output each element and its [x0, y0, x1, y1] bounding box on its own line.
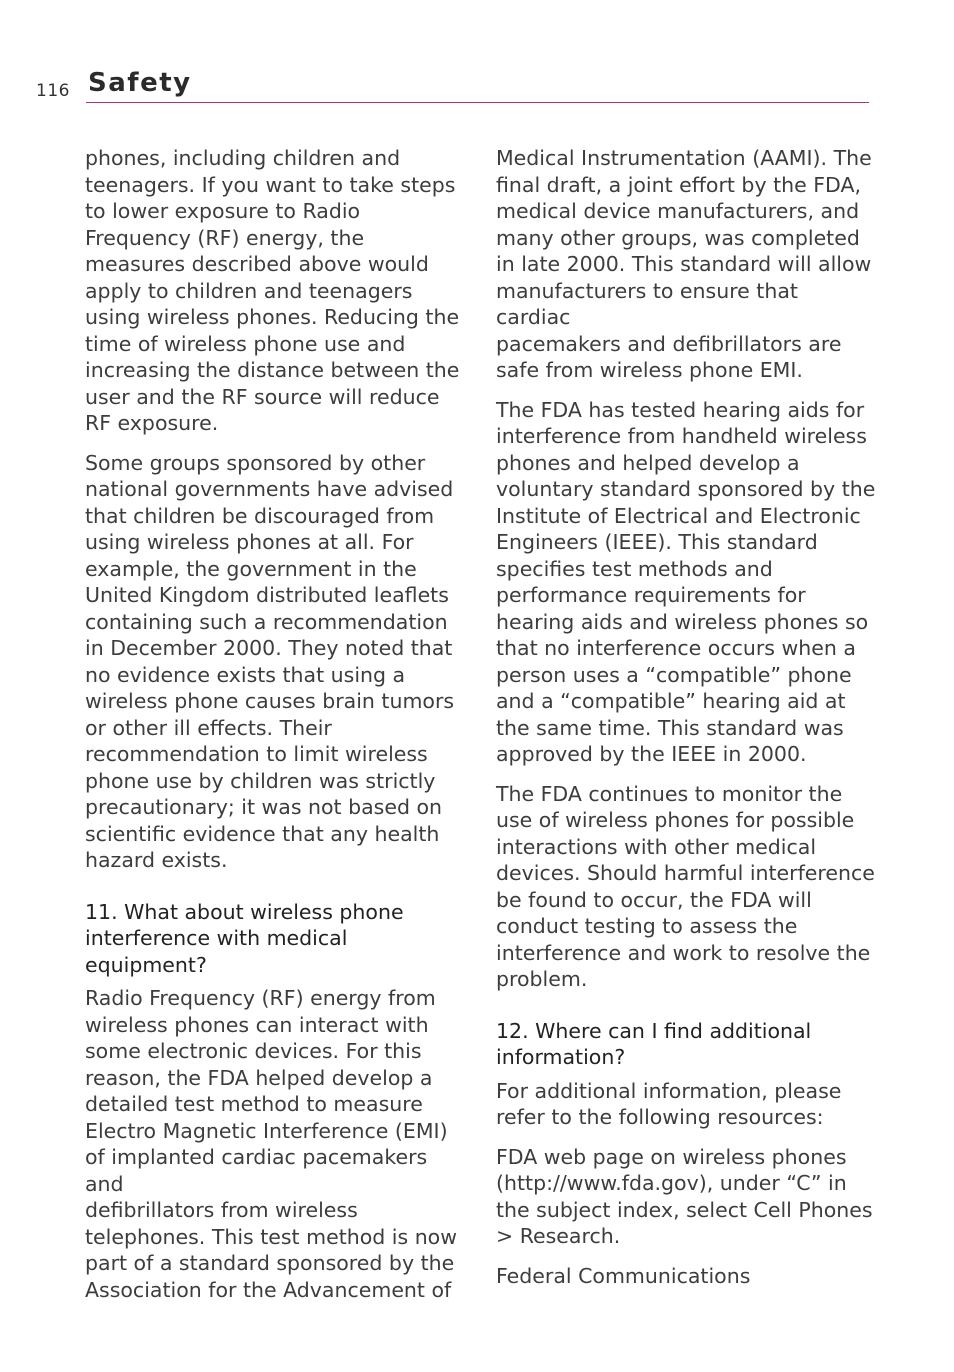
right-column	[496, 145, 876, 1302]
header-rule	[86, 102, 869, 103]
paragraph-children-exposure: phones, including children and teenagers. If you want to take steps to lower exposure to Radio Frequency (RF) energy, the measures described above would apply to children and teenagers using wireless phones. Reducing the time of wireless phone use and increasing the distance between the user and the RF source will reduce RF exposure.	[85, 146, 460, 435]
paragraph-rf-interference: Radio Frequency (RF) energy from wireless phones can interact with some electronic devices. For this reason, the FDA helped develop a detailed test method to measure Electro Magnetic Interference (EMI) of implanted cardiac pacemakers and defibrillators from wireless telephones. This test method is now part of a standard sponsored by the Association for the Advancement of	[85, 986, 457, 1302]
heading-question-11: 11. What about wireless phone interference with medical equipment?	[85, 899, 404, 977]
paragraph-aami-standard: Medical Instrumentation (AAMI). The final draft, a joint effort by the FDA, medical device manufacturers, and many other groups, was completed in late 2000. This standard will allow manufacturers to ensure that cardiac pacemakers and defibrillators are safe from wireless phone EMI.	[496, 146, 872, 382]
paragraph-hearing-aids: The FDA has tested hearing aids for interference from handheld wireless phones and helped develop a voluntary standard sponsored by the Institute of Electrical and Electronic Engineers (IEEE). This standard specifies test methods and performance requirements for hearing aids and wireless phones so that no interference occurs when a person uses a “compatible” phone and a “compatible” hearing aid at the same time. This standard was approved by the IEEE in 2000.	[496, 397, 876, 766]
paragraph-other-governments: Some groups sponsored by other national governments have advised that children be discouraged from using wireless phones at all. For example, the government in the United Kingdom distributed leaflets containing such a recommendation in December 2000. They noted that no evidence exists that using a wireless phone causes brain tumors or other ill effects. Their recommendation to limit wireless phone use by children was strictly precautionary; it was not based on scientific evidence that any health hazard exists.	[85, 450, 455, 872]
paragraph-additional-info: For additional information, please refer to the following resources:	[496, 1078, 842, 1129]
page-number: 116	[36, 81, 70, 101]
left-column	[85, 145, 463, 1316]
paragraph-fda-monitoring: The FDA continues to monitor the use of wireless phones for possible interactions with other medical devices. Should harmful interference be found to occur, the FDA will conduct testing to assess the interference and work to resolve the problem.	[496, 781, 875, 991]
paragraph-fda-web-page: FDA web page on wireless phones (http://www.fda.gov), under “C” in the subject index, select Cell Phones > Research.	[496, 1144, 873, 1248]
heading-question-12: 12. Where can I find additional information?	[496, 1018, 812, 1069]
section-title: Safety	[88, 68, 192, 98]
paragraph-fcc: Federal Communications	[496, 1263, 751, 1288]
